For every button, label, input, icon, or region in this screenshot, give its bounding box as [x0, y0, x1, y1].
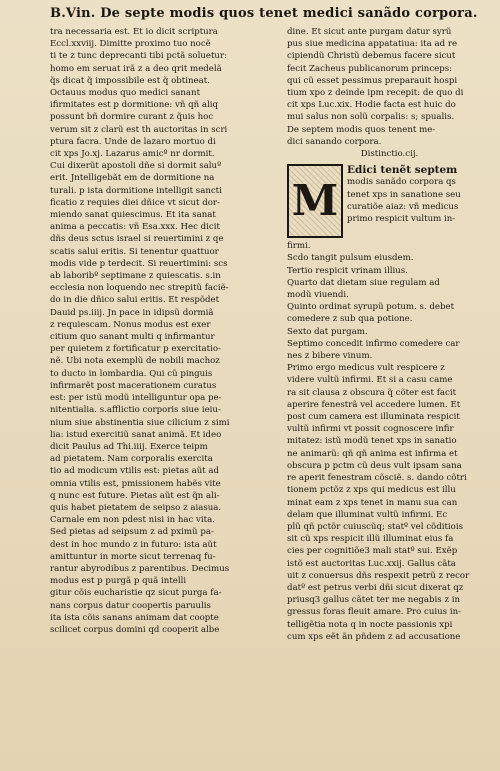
text-line: gressus foras fleuit amare. Pro cuius in- — [287, 607, 462, 618]
text-line: modis vide p terdecit. Si reuertimini: scs — [50, 258, 228, 269]
text-line: Quarto dat dietam siue regulam ad — [287, 277, 440, 288]
text-line: post cum camera est illuminata respicit — [287, 412, 460, 423]
text-line: Scdo tangit pulsum eiusdem. — [287, 253, 414, 264]
text-line: priusq3 gallus cãtet ter me negabis z in — [287, 595, 460, 606]
text-line: tionem pctõz z xps qui medicus est illu — [287, 485, 456, 496]
initial-text-line: primo respicit vultum in- — [347, 214, 456, 225]
initial-text-line: tenet xps in sanatione seu — [347, 189, 461, 200]
text-line: Octauus modus quo medici sanant — [50, 88, 201, 99]
text-line: qui cũ esset pessimus preparauit hospi — [287, 75, 458, 86]
text-line: possunt bñ dormire curant z q̃uis hoc — [50, 112, 214, 123]
text-line: delam que illuminat vultũ infirmi. Ec — [287, 509, 448, 520]
text-line: ifirmitates est p dormitione: vñ qñ aliq — [50, 100, 218, 111]
text-line: ita ista cõis sanans animam dat coopte — [50, 612, 219, 623]
text-line: miendo sanat quiescimus. Et ita sanat — [50, 210, 216, 221]
text-line: dest in hoc mundo z in futuro: ista aũt — [50, 539, 217, 550]
chapter-rubric: Distinctio.cij. — [360, 149, 419, 160]
text-line: Tertio respicit vrinam illius. — [287, 265, 408, 276]
text-line: uit z conuersus dñs respexit petrũ z recor — [287, 570, 470, 581]
text-line: dñs deus sctus israel si reuertimini z qe — [50, 234, 224, 245]
text-line: datº est petrus verbi dñi sicut dixerat qz — [287, 582, 464, 593]
text-line: vultũ infirmi vt possit cognoscere infir — [287, 424, 454, 435]
text-line: nans corpus datur coopertis paruulis — [50, 600, 211, 611]
text-line: modũ viuendi. — [287, 290, 349, 301]
text-line: comedere z sub qua potione. — [287, 314, 413, 325]
text-line: q̃s dicat q̃ impossibile est q̃ obtineat. — [50, 75, 210, 86]
text-line: nium siue abstinentia siue cilicium z simi — [50, 417, 230, 428]
text-line: lia: istud exercitiũ sanat animã. Et ideo — [50, 429, 222, 440]
text-line: dicit Paulus ad Thi.iiij. Exerce teipm — [50, 441, 208, 452]
text-line: anima a peccatis: vñ Esa.xxx. Hec dicit — [50, 222, 220, 233]
text-line: est: per istũ modũ intelliguntur opa pe- — [50, 393, 222, 404]
text-line: dici sanando corpora. — [287, 136, 382, 147]
text-line: homo em seruat irã z a deo qrit medelã — [50, 63, 222, 74]
text-line: scatis salui eritis. Si tenentur quattuor — [50, 246, 219, 257]
initial-text-line: modis sanãdo corpora qs — [347, 177, 456, 188]
initial-block — [287, 164, 492, 238]
text-line: rantur abyrodibus z parentibus. Decimus — [50, 563, 230, 574]
text-line: turali. p ista dormitione intelligit sancti — [50, 185, 222, 196]
text-line: ficatio z requies diei dñice vt sicut dor- — [50, 197, 220, 208]
text-line: obscura p pctm cũ deus vult ipsam sana — [287, 460, 462, 471]
text-line: ti te z tunc deprecanti tibi pctã soluetur: — [50, 51, 227, 62]
text-line: ad pietatem. Nam corporalis exercita — [50, 454, 213, 465]
text-line: tium xpo z deinde ipm recepit: de quo di — [287, 88, 464, 99]
text-line: Carnale em non pdest nisi in hac vita. — [50, 515, 215, 526]
right-column — [287, 26, 492, 643]
text-line: tio ad modicum vtilis est: pietas aũt ad — [50, 466, 220, 477]
text-line: Sed pietas ad seipsum z ad pximũ pa- — [50, 527, 214, 538]
text-line: Cui dixerũt apostoli dñe si dormit saluº — [50, 161, 222, 172]
initial-text-line: curatiõe aiaz: vñ medicus — [347, 201, 459, 212]
initial-text-line: Edici tenẽt septem — [347, 164, 458, 177]
text-line: cies per cognitiõe3 mali statº sui. Exẽp — [287, 546, 458, 557]
text-line: gitur cõis eucharistie qz sicut purga fa- — [50, 588, 222, 599]
text-line: ab laboribº septimane z quiescatis. s.in — [50, 271, 221, 282]
text-line: De septem modis quos tenent me- — [287, 124, 436, 135]
text-line: nitentialia. s.afflictio corporis siue ieiu- — [50, 405, 221, 416]
text-line: nẽ. Ubi nota exemplũ de nobili machoz — [50, 356, 220, 367]
text-line: firmi. — [287, 241, 311, 252]
text-line: omnia vtilis est, pmissionem habẽs vite — [50, 478, 221, 489]
text-line: Sexto dat purgam. — [287, 326, 368, 337]
text-line: z requiescam. Nonus modus est exer — [50, 319, 211, 330]
text-line: cum xps eẽt ãn pñdem z ad accusatione — [287, 631, 461, 642]
text-line: amittuntur in morte sicut terrenaq fu- — [50, 551, 216, 562]
text-line: verum sit z clarũ est th auctoritas in scri — [50, 124, 228, 135]
text-line: per quietem z fortificatur p exercitatio- — [50, 344, 221, 355]
text-line: modus est p purgã p quã intelli — [50, 576, 187, 587]
text-line: fecit Zacheus publicanorum princeps: — [287, 63, 453, 74]
text-line: pus siue medicina appatatiua: ita ad re — [287, 39, 458, 50]
left-column — [50, 26, 262, 636]
text-line: ptura facra. Unde de lazaro mortuo di — [50, 136, 216, 147]
text-line: do in die dñico salui eritis. Et respõdet — [50, 295, 220, 306]
text-line: cit xps Jo.xj. Lazarus amicº nr dormit. — [50, 149, 215, 160]
text-line: ne animarũ: qñ qñ anima est infirma et — [287, 448, 458, 459]
text-line: plũ qñ pctõr cuiuscũq; statº vel cõditiois — [287, 521, 463, 532]
text-line: Eccl.xxviij. Dimitte proximo tuo nocẽ — [50, 39, 211, 50]
text-line: minat eam z xps tenet in manu sua can — [287, 497, 458, 508]
decorated-initial: M — [287, 164, 343, 238]
text-line: aperire fenestrã vel accedere lumen. Et — [287, 399, 461, 410]
text-line: istõ est auctoritas Luc.xxij. Gallus cãta — [287, 558, 456, 569]
text-line: erit. Jntelligebãt em de dormitione na — [50, 173, 215, 184]
text-line: dine. Et sicut ante purgam datur syrũ — [287, 27, 452, 37]
text-line: quis habet pietatem de seipso z aiasua. — [50, 502, 222, 513]
text-line: q nunc est future. Pietas aũt est q̃n ali- — [50, 490, 220, 501]
text-line: tra necessaria est. Et io dicit scriptura — [50, 27, 218, 37]
text-line: to ducto in lombardia. Qui cũ pinguis — [50, 368, 213, 379]
text-line: infirmarẽt post macerationem curatus — [50, 380, 217, 391]
text-line: videre vultũ infirmi. Et si a casu came — [287, 375, 453, 386]
text-line: ecclesia non loquendo nec strepitũ faciẽ- — [50, 283, 229, 294]
text-line: ra sit clausa z obscura q̃ cõter est facit — [287, 387, 457, 398]
text-line: scilicet corpus domini qd cooperit albe — [50, 624, 220, 635]
text-line: mitatez: istũ modũ tenet xps in sanatio — [287, 436, 457, 447]
text-line: sit cũ xps respicit illũ illuminat eius fa — [287, 534, 454, 545]
text-line: cipiendũ Christũ debemus facere sicut — [287, 51, 456, 62]
text-line: cit xps Luc.xix. Hodie facta est huic do — [287, 100, 456, 111]
text-line: nes z bibere vinum. — [287, 351, 373, 362]
text-line: citium quo sanant multi q infirmantur — [50, 332, 215, 343]
initial-text-lines — [347, 164, 461, 238]
text-line: Dauid ps.iiij. Jn pace in idipsũ dormiã — [50, 307, 214, 318]
text-line: Quinto ordinat syrupũ potum. s. debet — [287, 302, 455, 313]
running-header: B.Vin. De septe modis quos tenet medici sanãdo corpora. — [50, 6, 478, 21]
text-line: mui salus non solũ corpalis: s; spualis. — [287, 112, 455, 123]
text-line: re aperit fenestram cõsciẽ. s. dando cõtri — [287, 473, 467, 484]
text-line: Primo ergo medicus vult respicere z — [287, 363, 445, 374]
text-line: telligẽtia nota q in nocte passionis xpi — [287, 619, 453, 630]
text-line: Septimo concedit infirmo comedere car — [287, 338, 460, 349]
